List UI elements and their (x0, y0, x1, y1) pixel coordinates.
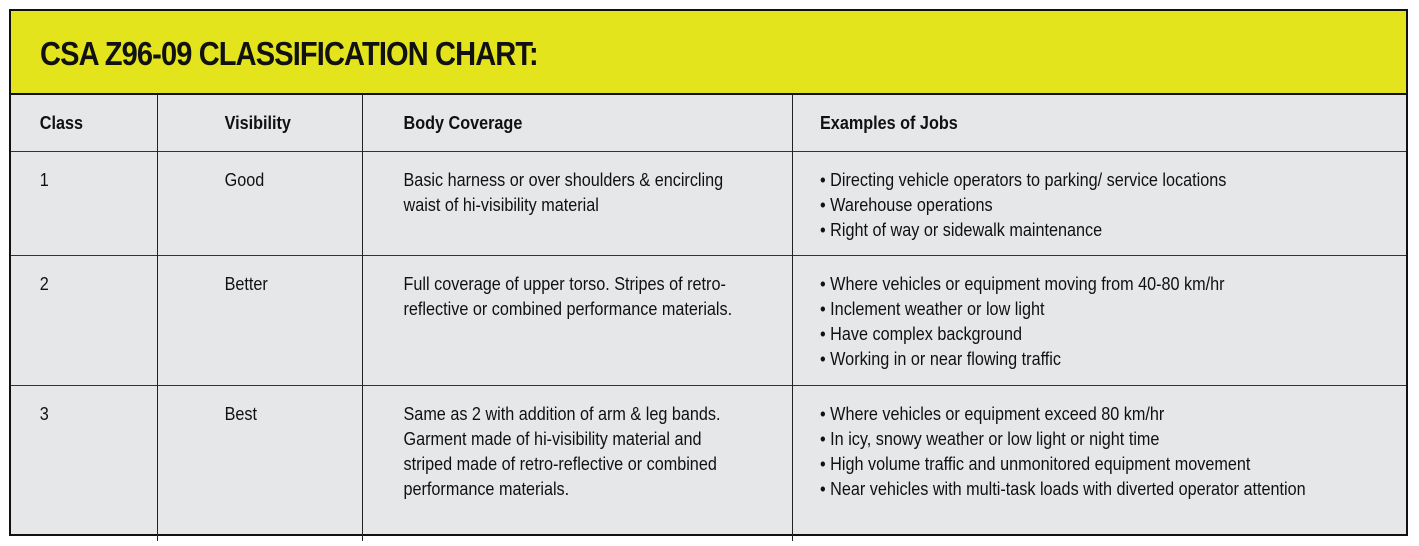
chart-title: CSA Z96-09 CLASSIFICATION CHART: (40, 35, 538, 72)
examples-cell (792, 152, 1406, 256)
visibility-cell: Better (157, 256, 362, 386)
visibility-cell: Best (157, 386, 362, 542)
coverage-cell (362, 256, 792, 386)
column-header-examples: Examples of Jobs (792, 95, 1406, 152)
classification-table (11, 95, 1406, 541)
list-item: • Where vehicles or equipment moving from 40-80 km/hr (820, 272, 1345, 297)
column-header-body-coverage: Body Coverage (362, 95, 792, 152)
list-item: • In icy, snowy weather or low light or night time (820, 427, 1345, 452)
table-header-row (11, 95, 1406, 152)
coverage-line: Basic harness or over shoulders & encircling (403, 170, 723, 190)
examples-cell (792, 386, 1406, 542)
list-item: • Where vehicles or equipment exceed 80 km/hr (820, 402, 1345, 427)
column-header-class: Class (39, 112, 84, 133)
column-header-visibility: Visibility (157, 95, 362, 152)
list-item: • Directing vehicle operators to parking/ service locations (820, 168, 1345, 193)
coverage-line: Full coverage of upper torso. Stripes of retro- (403, 274, 726, 294)
coverage-cell (362, 152, 792, 256)
class-cell: 2 (11, 256, 157, 386)
examples-list (820, 402, 1345, 502)
class-cell: 1 (11, 152, 157, 256)
coverage-cell (362, 386, 792, 542)
coverage-line: Same as 2 with addition of arm & leg bands. (403, 404, 720, 424)
list-item: • High volume traffic and unmonitored equipment movement (820, 452, 1345, 477)
examples-cell (792, 256, 1406, 386)
chart-header (11, 11, 1406, 95)
table-row (11, 152, 1406, 256)
list-item: • Warehouse operations (820, 193, 1345, 218)
list-item: • Have complex background (820, 322, 1345, 347)
visibility-cell: Good (157, 152, 362, 256)
list-item: • Near vehicles with multi-task loads with diverted operator attention (820, 477, 1345, 502)
coverage-line: performance materials. (403, 479, 569, 499)
class-cell: 3 (11, 386, 157, 542)
list-item: • Working in or near flowing traffic (820, 347, 1345, 372)
examples-list (820, 272, 1345, 372)
table-row (11, 256, 1406, 386)
list-item: • Right of way or sidewalk maintenance (820, 218, 1345, 243)
coverage-line: reflective or combined performance materials. (403, 299, 732, 319)
coverage-line: striped made of retro-reflective or combined (403, 454, 717, 474)
examples-list (820, 168, 1345, 243)
coverage-line: Garment made of hi-visibility material and (403, 429, 702, 449)
list-item: • Inclement weather or low light (820, 297, 1345, 322)
classification-chart (9, 9, 1408, 536)
table-row (11, 386, 1406, 542)
coverage-line: waist of hi-visibility material (403, 195, 599, 215)
